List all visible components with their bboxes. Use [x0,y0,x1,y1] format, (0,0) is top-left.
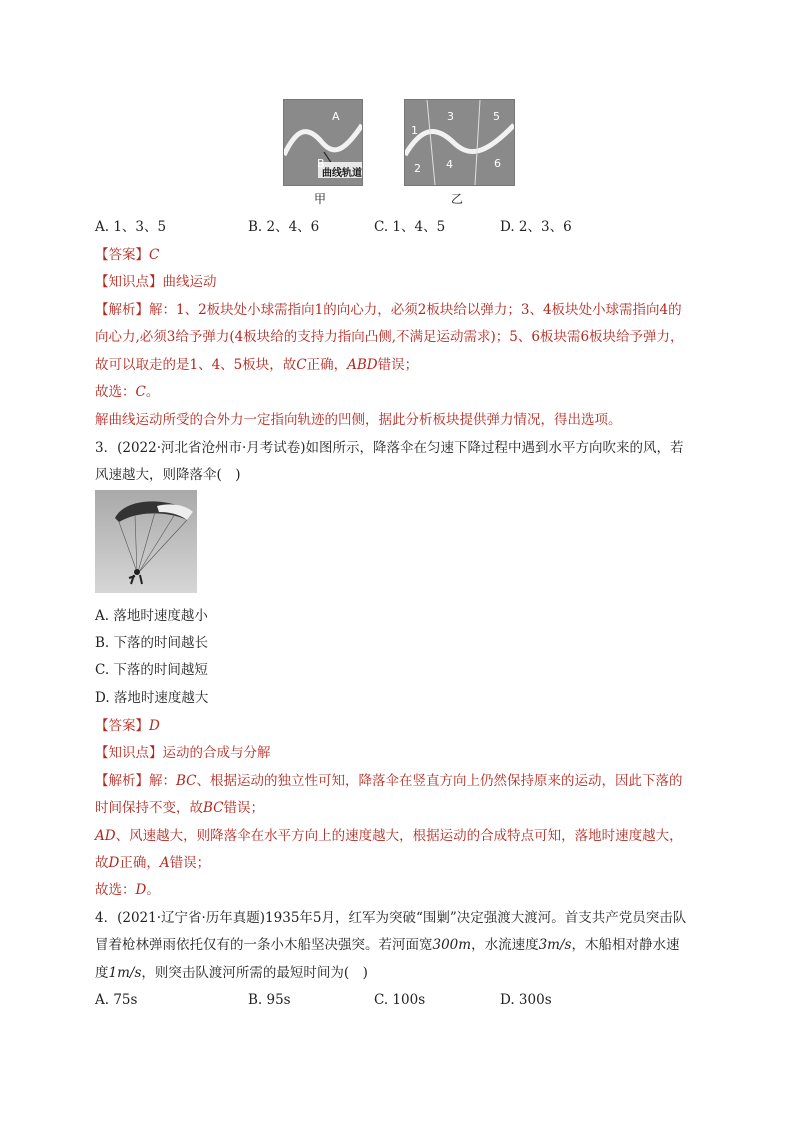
analysis-tag: 【解析】 [95,302,149,318]
figure-yi [404,99,515,186]
choice-end: 。 [145,384,160,400]
q3-answer-line [95,716,160,736]
answer-value: C [149,247,160,263]
q2-answer-line [95,245,159,265]
analysis-text: 正确， [119,855,160,871]
knowledge-tag: 【知识点】 [95,274,163,290]
q3-analysis-line-1 [95,771,683,791]
parachute-photo [95,490,197,593]
q3-stem-line-1: 3．(2022·河北省沧州市·月考试卷)如图所示，降落伞在匀速下降过程中遇到水平方向吹来的风，若 [95,440,684,456]
analysis-text: 解： [149,773,176,789]
q2-summary-line: 解曲线运动所受的合外力一定指向轨迹的凹侧，据此分析板块提供弹力情况，得出选项。 [95,412,622,428]
knowledge-value: 曲线运动 [162,274,217,290]
q3-analysis-line-2 [95,798,264,818]
stem-text: ，则突击队渡河所需的最短时间为( ) [141,965,368,981]
region-label-b: B [317,157,325,170]
q4-option-c: C. 100s [374,992,426,1008]
q3-analysis-line-4 [95,853,210,873]
q3-stem-line-2: 风速越大，则降落伞( ) [95,467,241,483]
choice-value: C [135,384,146,400]
q4-stem-line-2 [95,935,679,955]
analysis-text: 时间保持不变，故 [95,800,203,816]
knowledge-tag: 【知识点】 [95,745,163,761]
option-ref: C [296,357,307,373]
parachute-illustration [95,490,197,593]
q2-choice-line [95,382,159,402]
block-label-5: 5 [493,110,500,123]
block-label-1: 1 [411,124,418,137]
analysis-text: 故 [95,855,109,871]
option-ref: BC [203,800,224,816]
quantity: 300m [432,937,472,953]
q4-stem-line-3 [95,963,368,983]
analysis-text: 错误； [169,855,211,871]
answer-tag: 【答案】 [95,247,149,263]
figure-jia [283,99,363,186]
q3-option-a: A. 落地时速度越小 [95,608,208,624]
track-label: 曲线轨道 [322,168,362,179]
figure-caption-jia: 甲 [314,192,327,206]
q3-analysis-line-3 [95,826,683,846]
analysis-tag: 【解析】 [95,773,149,789]
option-ref: ABD [347,357,378,373]
choice-label: 故选： [95,384,136,400]
q2-option-a: A. 1、3、5 [95,219,167,235]
answer-tag: 【答案】 [95,718,149,734]
analysis-text: 故可以取走的是1、4、5板块，故 [95,357,297,373]
figure-caption-yi: 乙 [451,192,464,206]
choice-label: 故选： [95,882,136,898]
q4-option-d: D. 300s [500,992,552,1008]
stem-text: ，木船相对静水速 [571,937,680,953]
block-label-3: 3 [447,110,454,123]
stem-text: ，水流速度 [471,937,539,953]
q2-analysis-line-1 [95,300,682,320]
analysis-text: 、根据运动的独立性可知，降落伞在竖直方向上仍然保持原来的运动，因此下落的 [196,773,683,789]
region-label-a: A [332,110,340,123]
analysis-text: 解：1、2板块处小球需指向1的向心力，必须2板块给以弹力；3、4板块处小球需指向4的 [149,302,682,318]
option-ref: D [108,855,120,871]
q2-option-d: D. 2、3、6 [500,219,572,235]
q4-option-b: B. 95s [248,992,291,1008]
q4-stem-line-1: 4．(2021·辽宁省·历年真题)1935年5月，红军为突破“围剿”决定强渡大渡河。首支共产党员突击队 [95,910,687,926]
analysis-text: 正确， [306,357,348,373]
q2-option-b: B. 2、4、6 [248,219,320,235]
q4-option-a: A. 75s [95,992,138,1008]
q2-analysis-line-2: 向心力,必须3给予弹力(4板块给的支持力指向凸侧,不满足运动需求)；5、6板块需6板块给予弹力， [95,329,684,345]
stem-text: 冒着枪林弹雨依托仅有的一条小木船坚决强突。若河面宽 [95,937,433,953]
quantity: 1m/s [108,965,142,981]
q2-option-c: C. 1、4、5 [374,219,446,235]
q3-option-c: C. 下落的时间越短 [95,662,208,678]
block-label-2: 2 [414,162,421,175]
block-label-4: 4 [446,158,453,171]
q3-option-d: D. 落地时速度越大 [95,690,209,706]
analysis-text: 错误； [223,800,265,816]
choice-value: D [135,882,147,898]
block-label-6: 6 [494,157,501,170]
q3-option-b: B. 下落的时间越长 [95,635,209,651]
option-ref: A [159,855,170,871]
quantity: 3m/s [538,937,572,953]
stem-text: 度 [95,965,109,981]
option-ref: BC [176,773,197,789]
analysis-text: 、风速越大，则降落伞在水平方向上的速度越大，根据运动的合成特点可知，落地时速度越大， [115,828,683,844]
knowledge-value: 运动的合成与分解 [162,745,271,761]
choice-end: 。 [146,882,160,898]
q3-choice-line [95,880,160,900]
q2-knowledge-line [95,272,217,292]
q2-analysis-line-3 [95,355,418,375]
q3-knowledge-line [95,743,271,763]
analysis-text: 错误； [377,357,419,373]
option-ref: AD [95,828,116,844]
answer-value: D [149,718,160,734]
